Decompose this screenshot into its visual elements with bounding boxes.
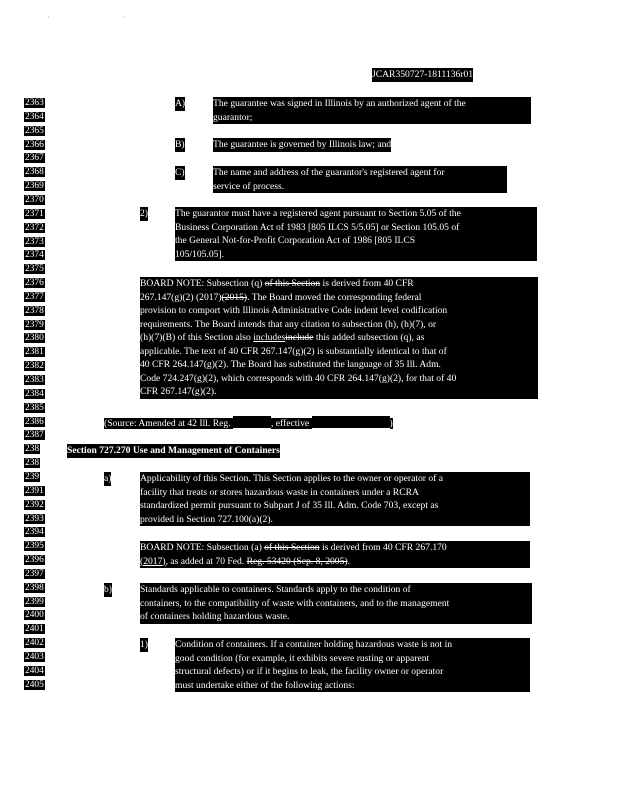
subsection-a-text: Applicability of this Section. This Section applies to the owner or operator of a facility that treats or stores hazardous waste in containers under a RCRA standardized permit pursuant to Subpart J of 35 Ill. Adm. Code 703, except as provided in Section 727.100(a)(2). bbox=[140, 472, 530, 526]
line-number-text: 2372 bbox=[25, 222, 44, 233]
item-2-text: The guarantor must have a registered agent pursuant to Section 5.05 of the Business Corporation Act of 1983 [805 ILCS 5/5.05] or Section 105.05 of the General Not-for-Profit Corporation Act of 1986 [805 ILCS 105/105.05]. bbox=[175, 207, 537, 261]
line-number bbox=[24, 125, 52, 139]
line-number bbox=[24, 360, 52, 374]
item-label-a-lower: a) bbox=[104, 473, 112, 484]
line-number bbox=[24, 637, 52, 651]
line-number-text: 2371 bbox=[25, 208, 44, 219]
item-label-b1: 1) bbox=[140, 639, 148, 650]
line-number bbox=[24, 152, 52, 166]
line-number bbox=[24, 499, 52, 513]
line-number-text: 2398 bbox=[25, 582, 44, 593]
line-number-text: 238 bbox=[25, 458, 40, 469]
line-number-text: 2393 bbox=[25, 513, 44, 524]
line-number bbox=[24, 236, 52, 250]
line-number bbox=[24, 540, 52, 554]
item-c-text: The name and address of the guarantor's registered agent for service of process. bbox=[213, 166, 507, 193]
line-number bbox=[24, 554, 52, 568]
line-number-text: 2401 bbox=[25, 624, 44, 635]
line-number bbox=[24, 402, 52, 416]
subsection-b-text: Standards applicable to containers. Standards apply to the condition of containers, to the compatibility of waste with containers, and to the management of containers holding hazardous waste. bbox=[140, 583, 532, 624]
board-note-a: BOARD NOTE: Subsection (a) of this Section is derived from 40 CFR 267.170 (2017), as added at 70 Fed. Reg. 53420 (Sep. 8, 2005). bbox=[140, 541, 530, 568]
line-number-text: 2378 bbox=[25, 305, 44, 316]
line-number-text: 2396 bbox=[25, 555, 44, 566]
line-number-text: 2367 bbox=[25, 153, 44, 164]
line-number bbox=[24, 263, 52, 277]
line-number-text: 2374 bbox=[25, 250, 44, 261]
scan-artifact-dots: ' ' bbox=[48, 16, 160, 22]
line-number bbox=[24, 332, 52, 346]
line-number-text: 2395 bbox=[25, 541, 44, 552]
line-number bbox=[24, 111, 52, 125]
line-number bbox=[24, 388, 52, 402]
line-number bbox=[24, 596, 52, 610]
line-number bbox=[24, 319, 52, 333]
line-number bbox=[24, 222, 52, 236]
line-number bbox=[24, 416, 52, 430]
line-number-text: 239 bbox=[25, 471, 40, 482]
line-number-text: 2385 bbox=[25, 402, 44, 413]
line-number-text: 2400 bbox=[25, 610, 44, 621]
line-number-text: 2366 bbox=[25, 139, 44, 150]
line-number-text: 2402 bbox=[25, 638, 44, 649]
line-number bbox=[24, 166, 52, 180]
document-id: JCAR350727-1811136r01 bbox=[372, 69, 474, 80]
line-number-text: 2373 bbox=[25, 236, 44, 247]
line-number bbox=[24, 374, 52, 388]
line-number-text: 2380 bbox=[25, 333, 44, 344]
line-number bbox=[24, 457, 52, 471]
line-number-text: 2368 bbox=[25, 167, 44, 178]
item-b-text: The guarantee is governed by Illinois law; and bbox=[213, 139, 392, 150]
section-heading: Section 727.270 Use and Management of Containers bbox=[67, 445, 280, 456]
line-number-text: 2399 bbox=[25, 596, 44, 607]
item-label-2: 2) bbox=[140, 208, 148, 219]
line-number bbox=[24, 277, 52, 291]
line-number bbox=[24, 568, 52, 582]
line-number-text: 2375 bbox=[25, 264, 44, 275]
item-label-a: A) bbox=[175, 98, 186, 109]
item-a-text: The guarantee was signed in Illinois by an authorized agent of the guarantor; bbox=[213, 97, 531, 124]
line-number bbox=[24, 180, 52, 194]
line-number-text: 2397 bbox=[25, 568, 44, 579]
line-number bbox=[24, 526, 52, 540]
line-number-text: 2384 bbox=[25, 388, 44, 399]
line-number bbox=[24, 471, 52, 485]
line-number-text: 2364 bbox=[25, 111, 44, 122]
line-number-text: 2394 bbox=[25, 527, 44, 538]
line-number-text: 2383 bbox=[25, 375, 44, 385]
line-number-text: 2403 bbox=[25, 652, 44, 662]
source-note: (Source: Amended at 42 Ill. Reg. , effective ) bbox=[104, 418, 393, 429]
line-number bbox=[24, 679, 52, 693]
line-number-text: 2376 bbox=[25, 278, 44, 289]
line-number bbox=[24, 513, 52, 527]
line-number-text: 2377 bbox=[25, 291, 44, 302]
line-number bbox=[24, 194, 52, 208]
line-number-text: 2381 bbox=[25, 347, 44, 358]
line-number-text: 2391 bbox=[25, 485, 44, 496]
line-number-text: 2387 bbox=[25, 430, 44, 441]
line-number bbox=[24, 651, 52, 665]
line-number-text: 2386 bbox=[25, 416, 44, 427]
line-number-text: 238 bbox=[25, 444, 40, 455]
line-number bbox=[24, 623, 52, 637]
line-number-text: 2392 bbox=[25, 499, 44, 510]
line-number-text: 2405 bbox=[25, 679, 44, 690]
line-number bbox=[24, 97, 52, 111]
line-number bbox=[24, 139, 52, 153]
line-number bbox=[24, 208, 52, 222]
line-number-text: 2370 bbox=[25, 194, 44, 205]
line-number-text: 2365 bbox=[25, 125, 44, 136]
line-number bbox=[24, 609, 52, 623]
line-number bbox=[24, 429, 52, 443]
line-number-text: 2404 bbox=[25, 665, 44, 676]
line-number-text: 2379 bbox=[25, 319, 44, 330]
line-number bbox=[24, 249, 52, 263]
line-number bbox=[24, 346, 52, 360]
line-number-text: 2369 bbox=[25, 181, 44, 192]
line-number bbox=[24, 485, 52, 499]
item-label-b: B) bbox=[175, 139, 185, 150]
line-number bbox=[24, 305, 52, 319]
line-number-text: 2382 bbox=[25, 361, 44, 372]
line-number bbox=[24, 291, 52, 305]
item-label-b-lower: b) bbox=[104, 584, 112, 595]
item-b1-text: Condition of containers. If a container holding hazardous waste is not in good condition (for example, it exhibits severe rusting or apparent structural defects) or if it begins to leak, the facility owner or operator must undertake either of the following actions: bbox=[175, 638, 530, 692]
line-number bbox=[24, 665, 52, 679]
line-number-text: 2363 bbox=[25, 98, 44, 108]
line-number bbox=[24, 582, 52, 596]
line-number bbox=[24, 443, 52, 457]
item-label-c: C) bbox=[175, 167, 185, 178]
board-note-q: BOARD NOTE: Subsection (q) of this Section is derived from 40 CFR 267.147(g)(2) (2017)(2015). The Board moved the corresponding federal provision to comport with Illinois Administrative Code indent level codification requirements. The Board intends that any citation to subsection (h), (h)(7), or (h)(7)(B) of this Section also includesinclude this added subsection (q), as applicable. The text of 40 CFR 267.147(g)(2) is substantially identical to that of 40 CFR 264.147(g)(2). The Board has substituted the language of 35 Ill. Adm. Code 724.247(g)(2), which corresponds with 40 CFR 264.147(g)(2), for that of 40 CFR 267.147(g)(2). bbox=[140, 277, 538, 399]
